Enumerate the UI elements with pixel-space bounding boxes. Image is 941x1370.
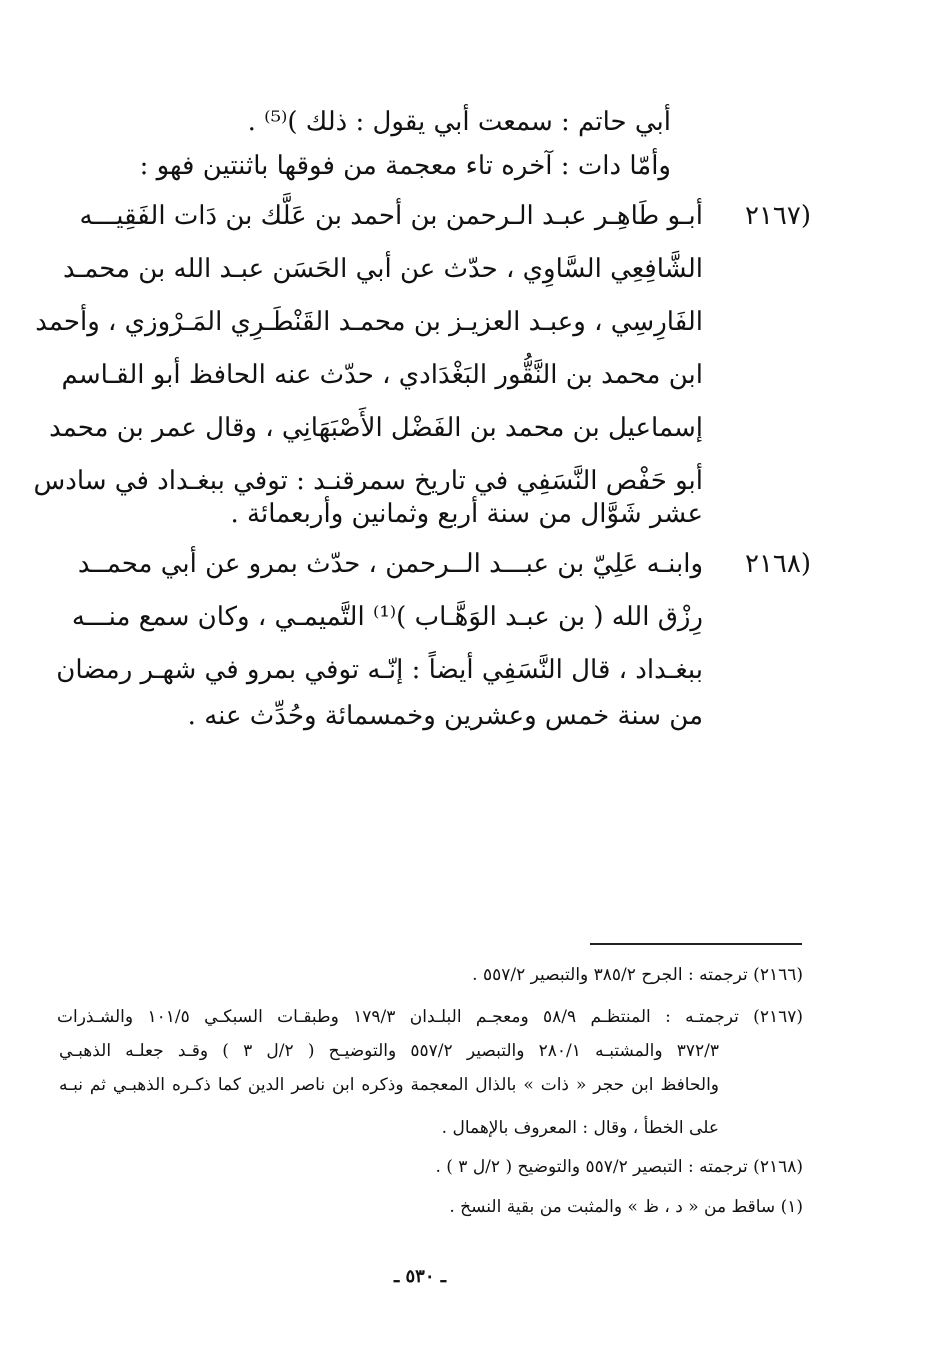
entry-2167-line-1: أبـو طَاهِـر عبـد الـرحمن بن أحمد بن عَلَّك بن دَات الفَقِيـــه	[79, 201, 703, 231]
entry-2167-line-5: إسماعيل بن محمد بن الفَضْل الأَصْبَهَانِي ، وقال عمر بن محمد	[49, 413, 703, 443]
footnote-2167-line-2: ٣٧٢/٣ والمشتبـه ٢٨٠/١ والتبصير ٥٥٧/٢ والتوضيـح ( ٢/ل ٣ ) وقـد جعلـه الذهبـي	[59, 1041, 720, 1061]
entry-2168-line-4: من سنة خمس وعشرين وخمسمائة وحُدِّث عنه .	[187, 701, 703, 731]
entry-2168-line-1: وابنـه عَلِيّ بن عبـــد الــرحمن ، حدّث بمرو عن أبي محمــد	[77, 549, 703, 579]
entry-2167-line-3: الفَارِسِي ، وعبـد العزيـز بن محمـد القَنْطَـرِي المَـرْوزي ، وأحمد	[35, 307, 703, 337]
intro-line-1: أبي حاتم : سمعت أبي يقول : ذلك )⁽⁵⁾ .	[247, 107, 671, 137]
entry-2167-line-7: عشر شَوَّال من سنة أربع وثمانين وأربعمائة .	[230, 499, 703, 529]
entry-number-2168: (٢١٦٨	[744, 549, 811, 579]
footnote-2166: (٢١٦٦) ترجمته : الجرح ٣٨٥/٢ والتبصير ٥٥٧/٢ .	[472, 965, 803, 985]
footnote-separator	[590, 943, 802, 945]
page-number: ـ ٥٣٠ ـ	[393, 1266, 447, 1287]
entry-2167-line-6: أبو حَفْص النَّسَفِي في تاريخ سمرقنـد : توفي ببغـداد في سادس	[33, 466, 703, 496]
entry-2168-line-2: رِزْق الله ( بن عبـد الوَهَّـاب )⁽¹⁾ التَّميمـي ، وكان سمع منـــه	[71, 602, 703, 632]
footnote-2167-line-4: على الخطأ ، وقال : المعروف بالإهمال .	[441, 1118, 719, 1138]
entry-2167-line-4: ابن محمد بن النَّقُّور البَغْدَادي ، حدّث عنه الحافظ أبو القـاسم	[61, 360, 703, 390]
entry-2168-line-3: ببغـداد ، قال النَّسَفِي أيضاً : إنّـه توفي بمرو في شهـر رمضان	[56, 655, 703, 685]
intro-line-2: وأمّا دات : آخره تاء معجمة من فوقها باثنتين فهو :	[139, 151, 671, 181]
footnote-2168: (٢١٦٨) ترجمته : التبصير ٥٥٧/٢ والتوضيح ( ٢/ل ٣ ) .	[435, 1157, 803, 1177]
footnote-1: (١) ساقط من « د ، ظ » والمثبت من بقية النسخ .	[449, 1197, 803, 1217]
footnote-2167-line-1: (٢١٦٧) ترجمتـه : المنتظـم ٥٨/٩ ومعجـم البلـدان ١٧٩/٣ وطبقـات السبكـي ١٠١/٥ والشـذرات	[57, 1007, 803, 1027]
footnote-2167-line-3: والحافظ ابن حجر « ذات » بالذال المعجمة وذكره ابن ناصر الدين كما ذكـره الذهبـي ثم نبـه	[59, 1075, 719, 1095]
entry-number-2167: (٢١٦٧	[744, 201, 811, 231]
entry-2167-line-2: الشَّافِعِي السَّاوِي ، حدّث عن أبي الحَسَن عبـد الله بن محمـد	[62, 254, 703, 284]
